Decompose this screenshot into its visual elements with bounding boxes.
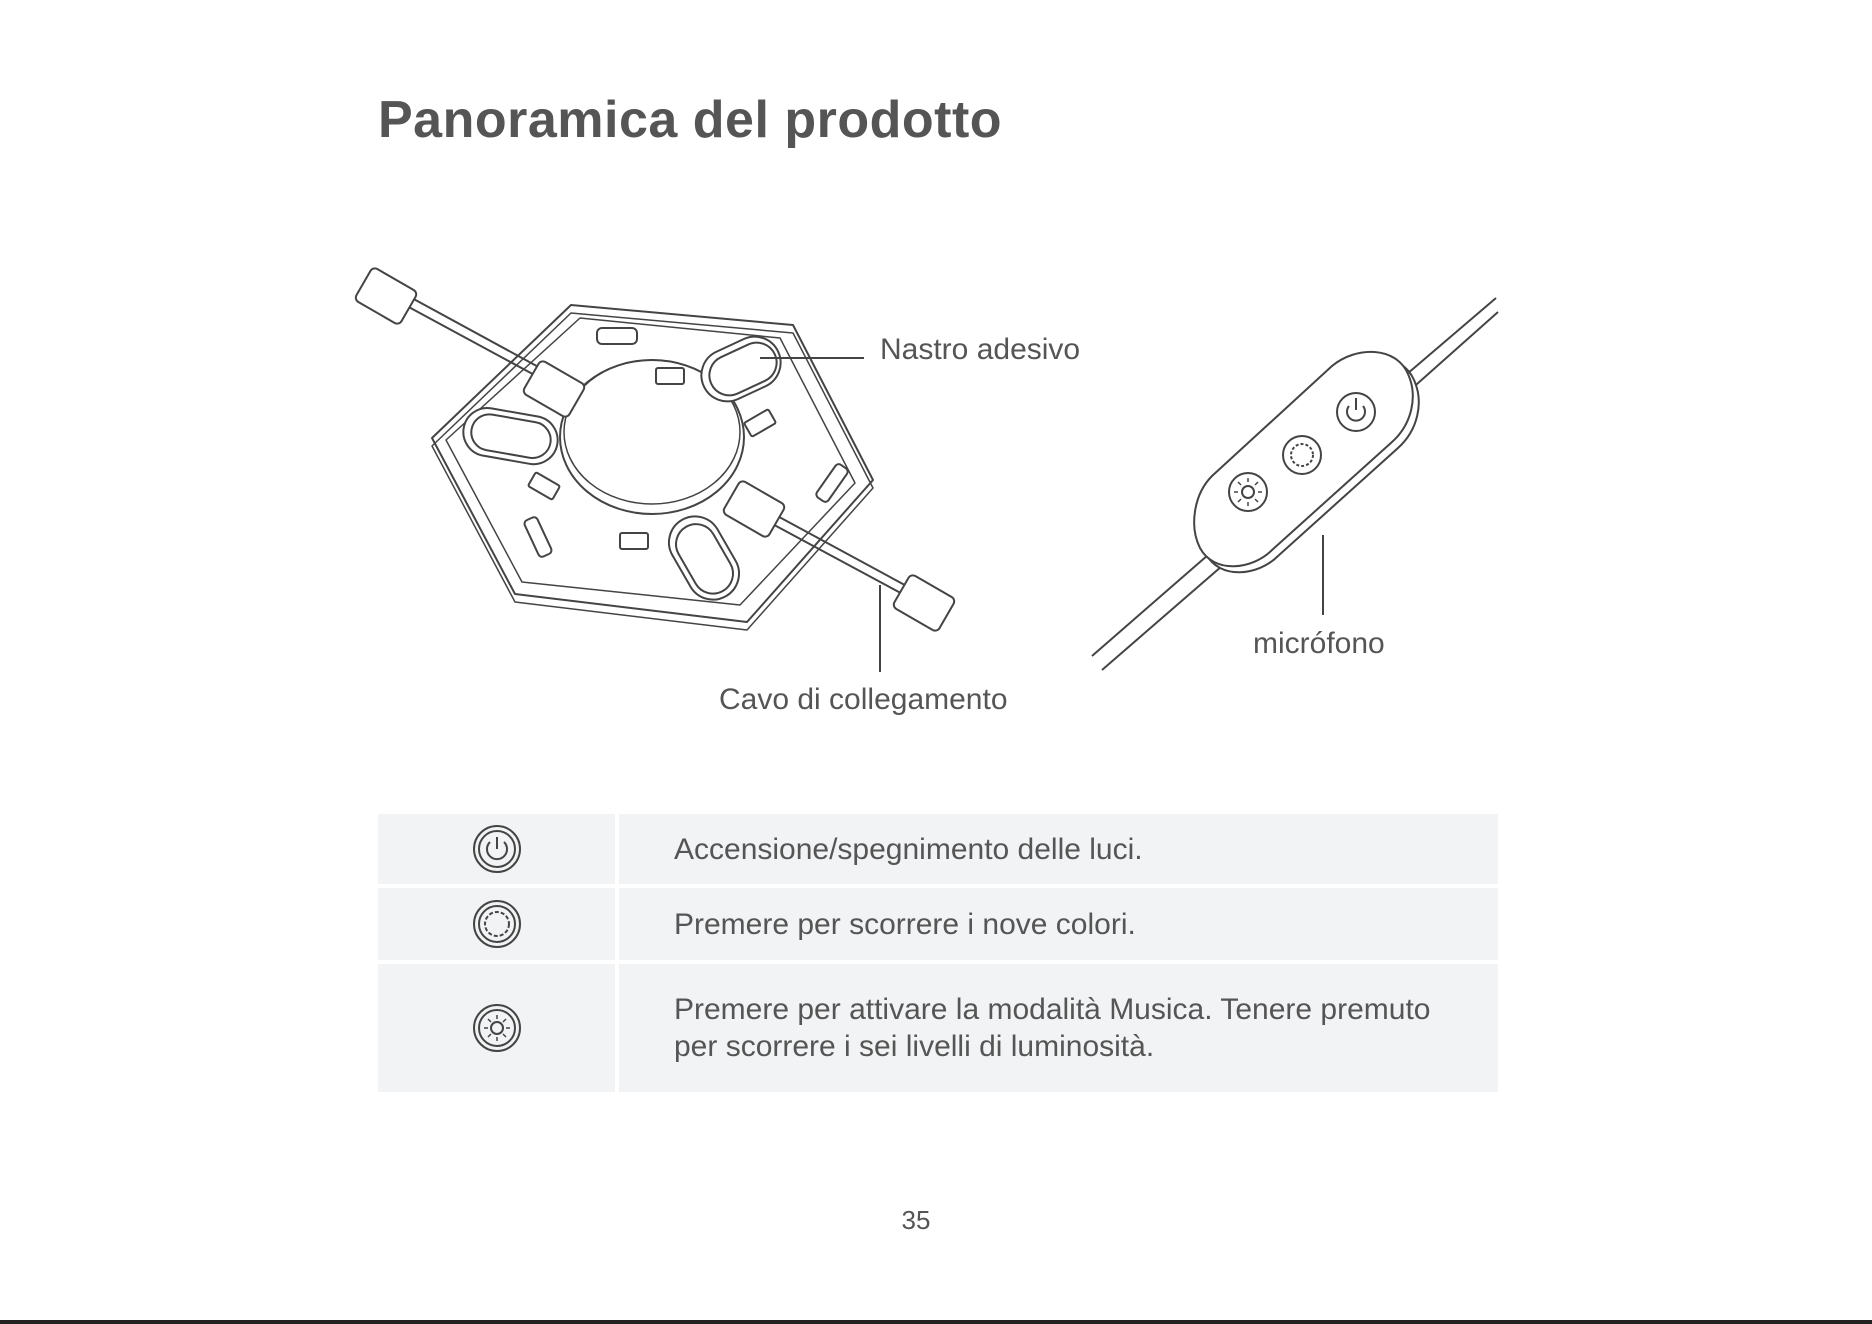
table-row: [378, 964, 1498, 1092]
page-title: Panoramica del prodotto: [378, 91, 1003, 149]
icon-cell: [378, 814, 615, 884]
sun-brightness-button-icon: [472, 1003, 522, 1053]
color-ring-button-icon: [472, 899, 522, 949]
connecting-cable-label: Cavo di collegamento: [719, 683, 1008, 716]
row-description: Accensione/spegnimento delle luci.: [619, 814, 1498, 884]
icon-cell: [378, 964, 615, 1092]
microphone-label: micrófono: [1253, 627, 1385, 660]
table-row: [378, 888, 1498, 960]
bottom-border: [0, 1320, 1872, 1324]
row-description: Premere per attivare la modalità Musica. Tenere premuto per scorrere i sei livelli di luminosità.: [619, 964, 1498, 1092]
controller-remote: [1092, 298, 1498, 670]
row-description: Premere per scorrere i nove colori.: [619, 888, 1498, 960]
icon-cell: [378, 888, 615, 960]
adhesive-tape-label: Nastro adesivo: [880, 333, 1081, 366]
table-row: [378, 814, 1498, 884]
page-number: 35: [901, 1205, 931, 1235]
power-button-icon: [472, 824, 522, 874]
button-function-table: [378, 814, 1498, 1092]
